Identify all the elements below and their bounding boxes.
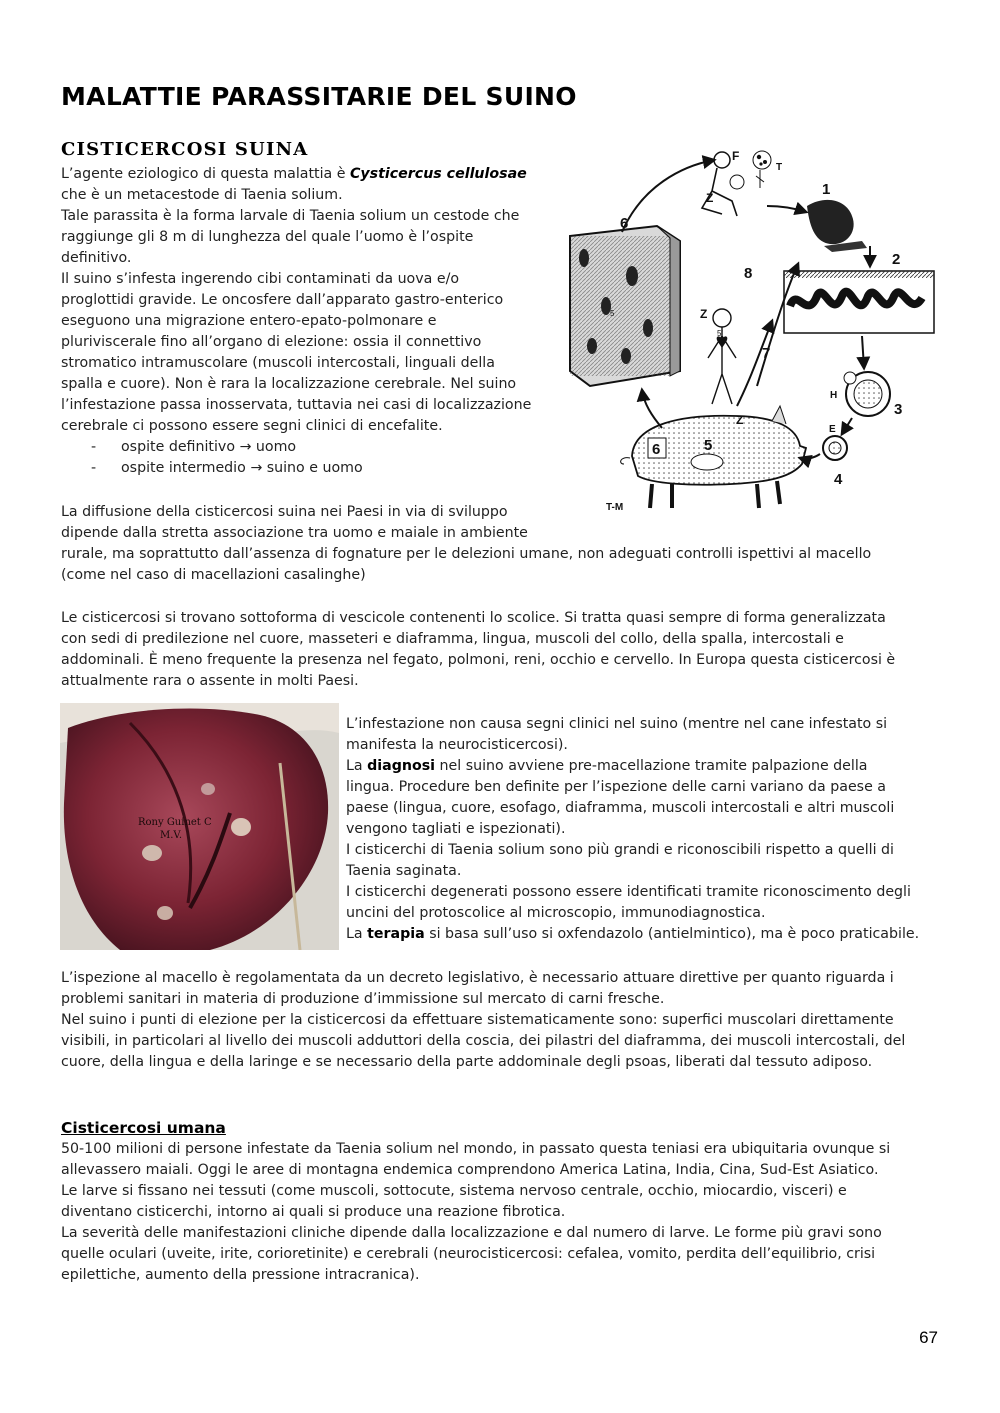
human-section (61, 1117, 951, 1286)
diagnosis-term: diagnosi (367, 758, 436, 774)
vesicle-paragraph (61, 608, 941, 692)
text-line: uncini del protoscolice al microscopio, immunodiagnostica. (346, 905, 766, 921)
page-title: MALATTIE PARASSITARIE DEL SUINO (61, 82, 577, 111)
text-line: I cisticerchi degenerati possono essere identificati tramite riconoscimento degli (346, 884, 911, 900)
text-line: Taenia saginata. (346, 863, 462, 879)
intro-paragraph (61, 164, 551, 479)
text-line: La diffusione della cisticercosi suina nei Paesi in via di sviluppo (61, 504, 508, 520)
text-line: 50-100 milioni di persone infestate da Taenia solium nel mondo, in passato questa teniasi era ubiquitaria ovunque si (61, 1141, 891, 1157)
intro-line (61, 164, 551, 185)
muscle-block-illustration (570, 226, 680, 386)
cycle-label: 2 (892, 251, 901, 268)
text-line: pluriviscerale fino all’organo di elezione: ossia il connettivo (61, 334, 482, 350)
text-span: La (346, 758, 368, 774)
text-line: problemi sanitari in materia di produzione d’immissione sul mercato di carni fresche. (61, 991, 665, 1007)
text-line: rurale, ma soprattutto dall’assenza di fognature per le delezioni umane, non adeguati controlli ispettivi al macello (61, 546, 872, 562)
photo-watermark: M.V. (160, 830, 183, 841)
cycle-label: 5' (717, 329, 723, 338)
cycle-label: 3 (894, 401, 903, 418)
cycle-label: 7 (762, 345, 771, 362)
cycle-label: Z (700, 307, 708, 321)
cycle-label: 6 (652, 441, 661, 458)
intro-text: L’agente eziologico di questa malattia è (61, 166, 350, 182)
list-item: - ospite intermedio → suino e uomo (61, 458, 551, 479)
egg-e-illustration (823, 436, 847, 460)
text-line (346, 924, 946, 945)
text-line (346, 756, 946, 777)
text-line: La severità delle manifestazioni cliniche dipende dalla localizzazione e dal numero di larve. Le forme più gravi sono (61, 1225, 882, 1241)
section-heading-cisticercosi-suina: CISTICERCOSI SUINA (61, 139, 309, 160)
text-line: quelle oculari (uveite, irite, corioretinite) e cerebrali (neurocisticercosi: cefalea, vomito, perdita dell’equilibrio, crisi (61, 1246, 876, 1262)
text-line: cuore, della lingua e della laringe e se necessario della parte addominale degli psoas, liberati dal tessuto adiposo. (61, 1054, 873, 1070)
text-line: definitivo. (61, 250, 132, 266)
text-span: La (346, 926, 368, 942)
text-line: L’ispezione al macello è regolamentata da un decreto legislativo, è necessario attuare direttive per quanto riguarda i (61, 970, 894, 986)
photo-watermark: Rony Guinet C (138, 817, 212, 828)
text-line: Il suino s’infesta ingerendo cibi contaminati da uova e/o (61, 271, 460, 287)
cycle-label: 4 (834, 471, 843, 488)
list-item: - ospite definitivo → uomo (61, 437, 551, 458)
text-line: allevassero maiali. Oggi le aree di montagna endemica comprendono America Latina, India, Cina, Sud-Est Asiatico. (61, 1162, 879, 1178)
cycle-label: Z (706, 191, 714, 205)
text-line: L’infestazione non causa segni clinici nel suino (mentre nel cane infestato si (346, 716, 888, 732)
cycle-label: H (830, 390, 838, 401)
text-line: epilettiche, aumento della pressione intracranica). (61, 1267, 420, 1283)
text-line: che è un metacestode di Taenia solium. (61, 187, 343, 203)
text-line: Nel suino i punti di elezione per la cisticercosi da effettuare sistematicamente sono: superfici muscolari direttamente (61, 1012, 894, 1028)
text-line: vengono tagliati e ispezionati). (346, 821, 566, 837)
therapy-term: terapia (367, 926, 425, 942)
text-line: I cisticerchi di Taenia solium sono più grandi e riconoscibili rispetto a quelli di (346, 842, 894, 858)
page-number: 67 (919, 1328, 938, 1347)
cycle-label: 6 (620, 215, 629, 232)
cycle-label: T (776, 162, 783, 173)
text-line: paese (lingua, cuore, esofago, diaframma, muscoli intercostali e altri muscoli (346, 800, 895, 816)
cycle-label: T-M (606, 502, 624, 513)
cycle-label: 1 (822, 181, 831, 198)
text-line: addominali. È meno frequente la presenza nel fegato, polmoni, reni, occhio e cervello. In Europa questa cisticercosi è (61, 652, 896, 668)
text-line: con sedi di predilezione nel cuore, masseteri e diaframma, lingua, muscoli del collo, della spalla, intercostali e (61, 631, 844, 647)
cycle-label: 5 (610, 309, 615, 318)
text-line: dipende dalla stretta associazione tra uomo e maiale in ambiente (61, 525, 528, 541)
heart-photo (60, 703, 339, 950)
text-line: Le cisticercosi si trovano sottoforma di vescicole contenenti lo scolice. Si tratta quasi sempre di forma generalizzata (61, 610, 886, 626)
intestine-illustration (784, 271, 934, 333)
text-line: lingua. Procedure ben definite per l’ispezione delle carni variano da paese a (346, 779, 886, 795)
cycle-label: 5 (704, 437, 713, 454)
cycle-label: 8 (744, 265, 753, 282)
text-span: nel suino avviene pre-macellazione tramite palpazione della (435, 758, 868, 774)
cycle-label: Z (736, 413, 744, 427)
text-line: attualmente rara o assente in molti Paesi. (61, 673, 359, 689)
text-line: stromatico intramuscolare (muscoli intercostali, linguali della (61, 355, 495, 371)
section-heading-text: Cisticercosi umana (61, 1119, 226, 1137)
heart-side-paragraph (346, 714, 946, 945)
text-span: si basa sull’uso si oxfendazolo (antielmintico), ma è poco praticabile. (424, 926, 920, 942)
text-line: manifesta la neurocisticercosi). (346, 737, 568, 753)
text-line: Tale parassita è la forma larvale di Taenia solium un cestode che (61, 208, 520, 224)
species-name: Cysticercus cellulosae (350, 166, 527, 182)
text-line: raggiunge gli 8 m di lunghezza del quale l’uomo è l’ospite (61, 229, 474, 245)
text-line: eseguono una migrazione entero-epato-polmonare e (61, 313, 437, 329)
text-line: proglottidi gravide. Le oncosfere dall’apparato gastro-enterico (61, 292, 504, 308)
life-cycle-figure (562, 146, 940, 518)
cycle-label: E (829, 424, 836, 435)
text-line: diventano cisticerchi, intorno ai quali si produce una reazione fibrotica. (61, 1204, 566, 1220)
text-line: spalla e cuore). Non è rara la localizzazione cerebrale. Nel suino (61, 376, 517, 392)
inspection-paragraph (61, 968, 951, 1073)
section-heading-cisticercosi-umana (61, 1117, 951, 1139)
text-line: visibili, in particolari al livello dei muscoli adduttori della coscia, dei pilastri del diaframma, dei muscoli intercostali, del (61, 1033, 906, 1049)
text-line: (come nel caso di macellazioni casalinghe) (61, 567, 366, 583)
cycle-label: F (732, 149, 740, 163)
text-line: l’infestazione passa inosservata, tuttavia nei casi di localizzazione (61, 397, 532, 413)
text-line: Le larve si fissano nei tessuti (come muscoli, sottocute, sistema nervoso centrale, occhio, miocardio, visceri) e (61, 1183, 847, 1199)
host-list (61, 437, 551, 479)
text-line: cerebrale ci possono essere segni clinici di encefalite. (61, 418, 443, 434)
